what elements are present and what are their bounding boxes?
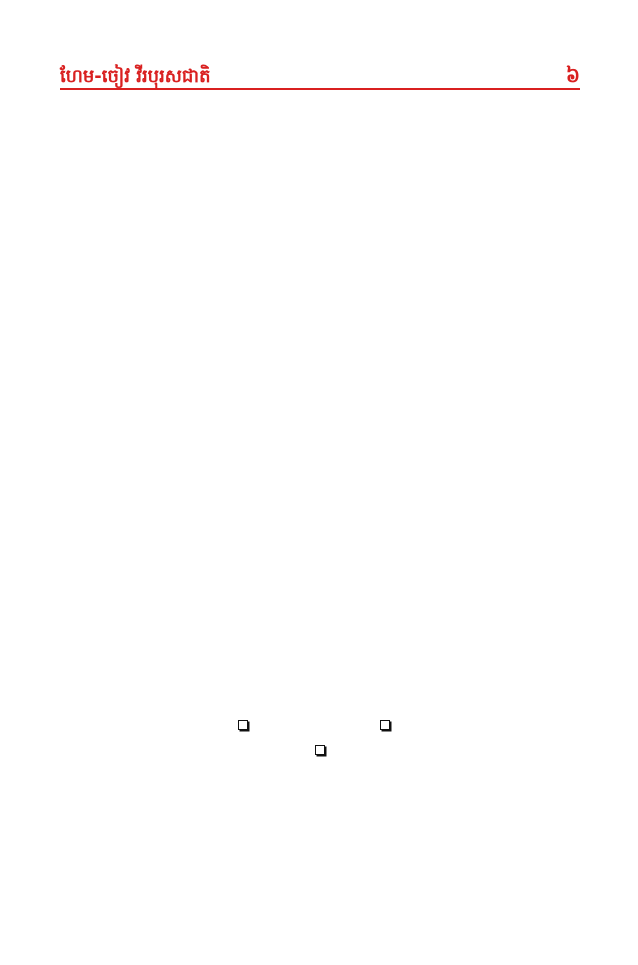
header-title: ហែម-ចៀវ វីរបុរសជាតិ bbox=[60, 66, 211, 87]
running-header bbox=[60, 60, 580, 90]
body-text bbox=[60, 112, 580, 672]
hollow-square-shadow-icon bbox=[238, 720, 248, 730]
hollow-square-shadow-icon bbox=[315, 745, 325, 755]
page-number: ៦ bbox=[565, 63, 580, 87]
hollow-square-shadow-icon bbox=[380, 720, 390, 730]
